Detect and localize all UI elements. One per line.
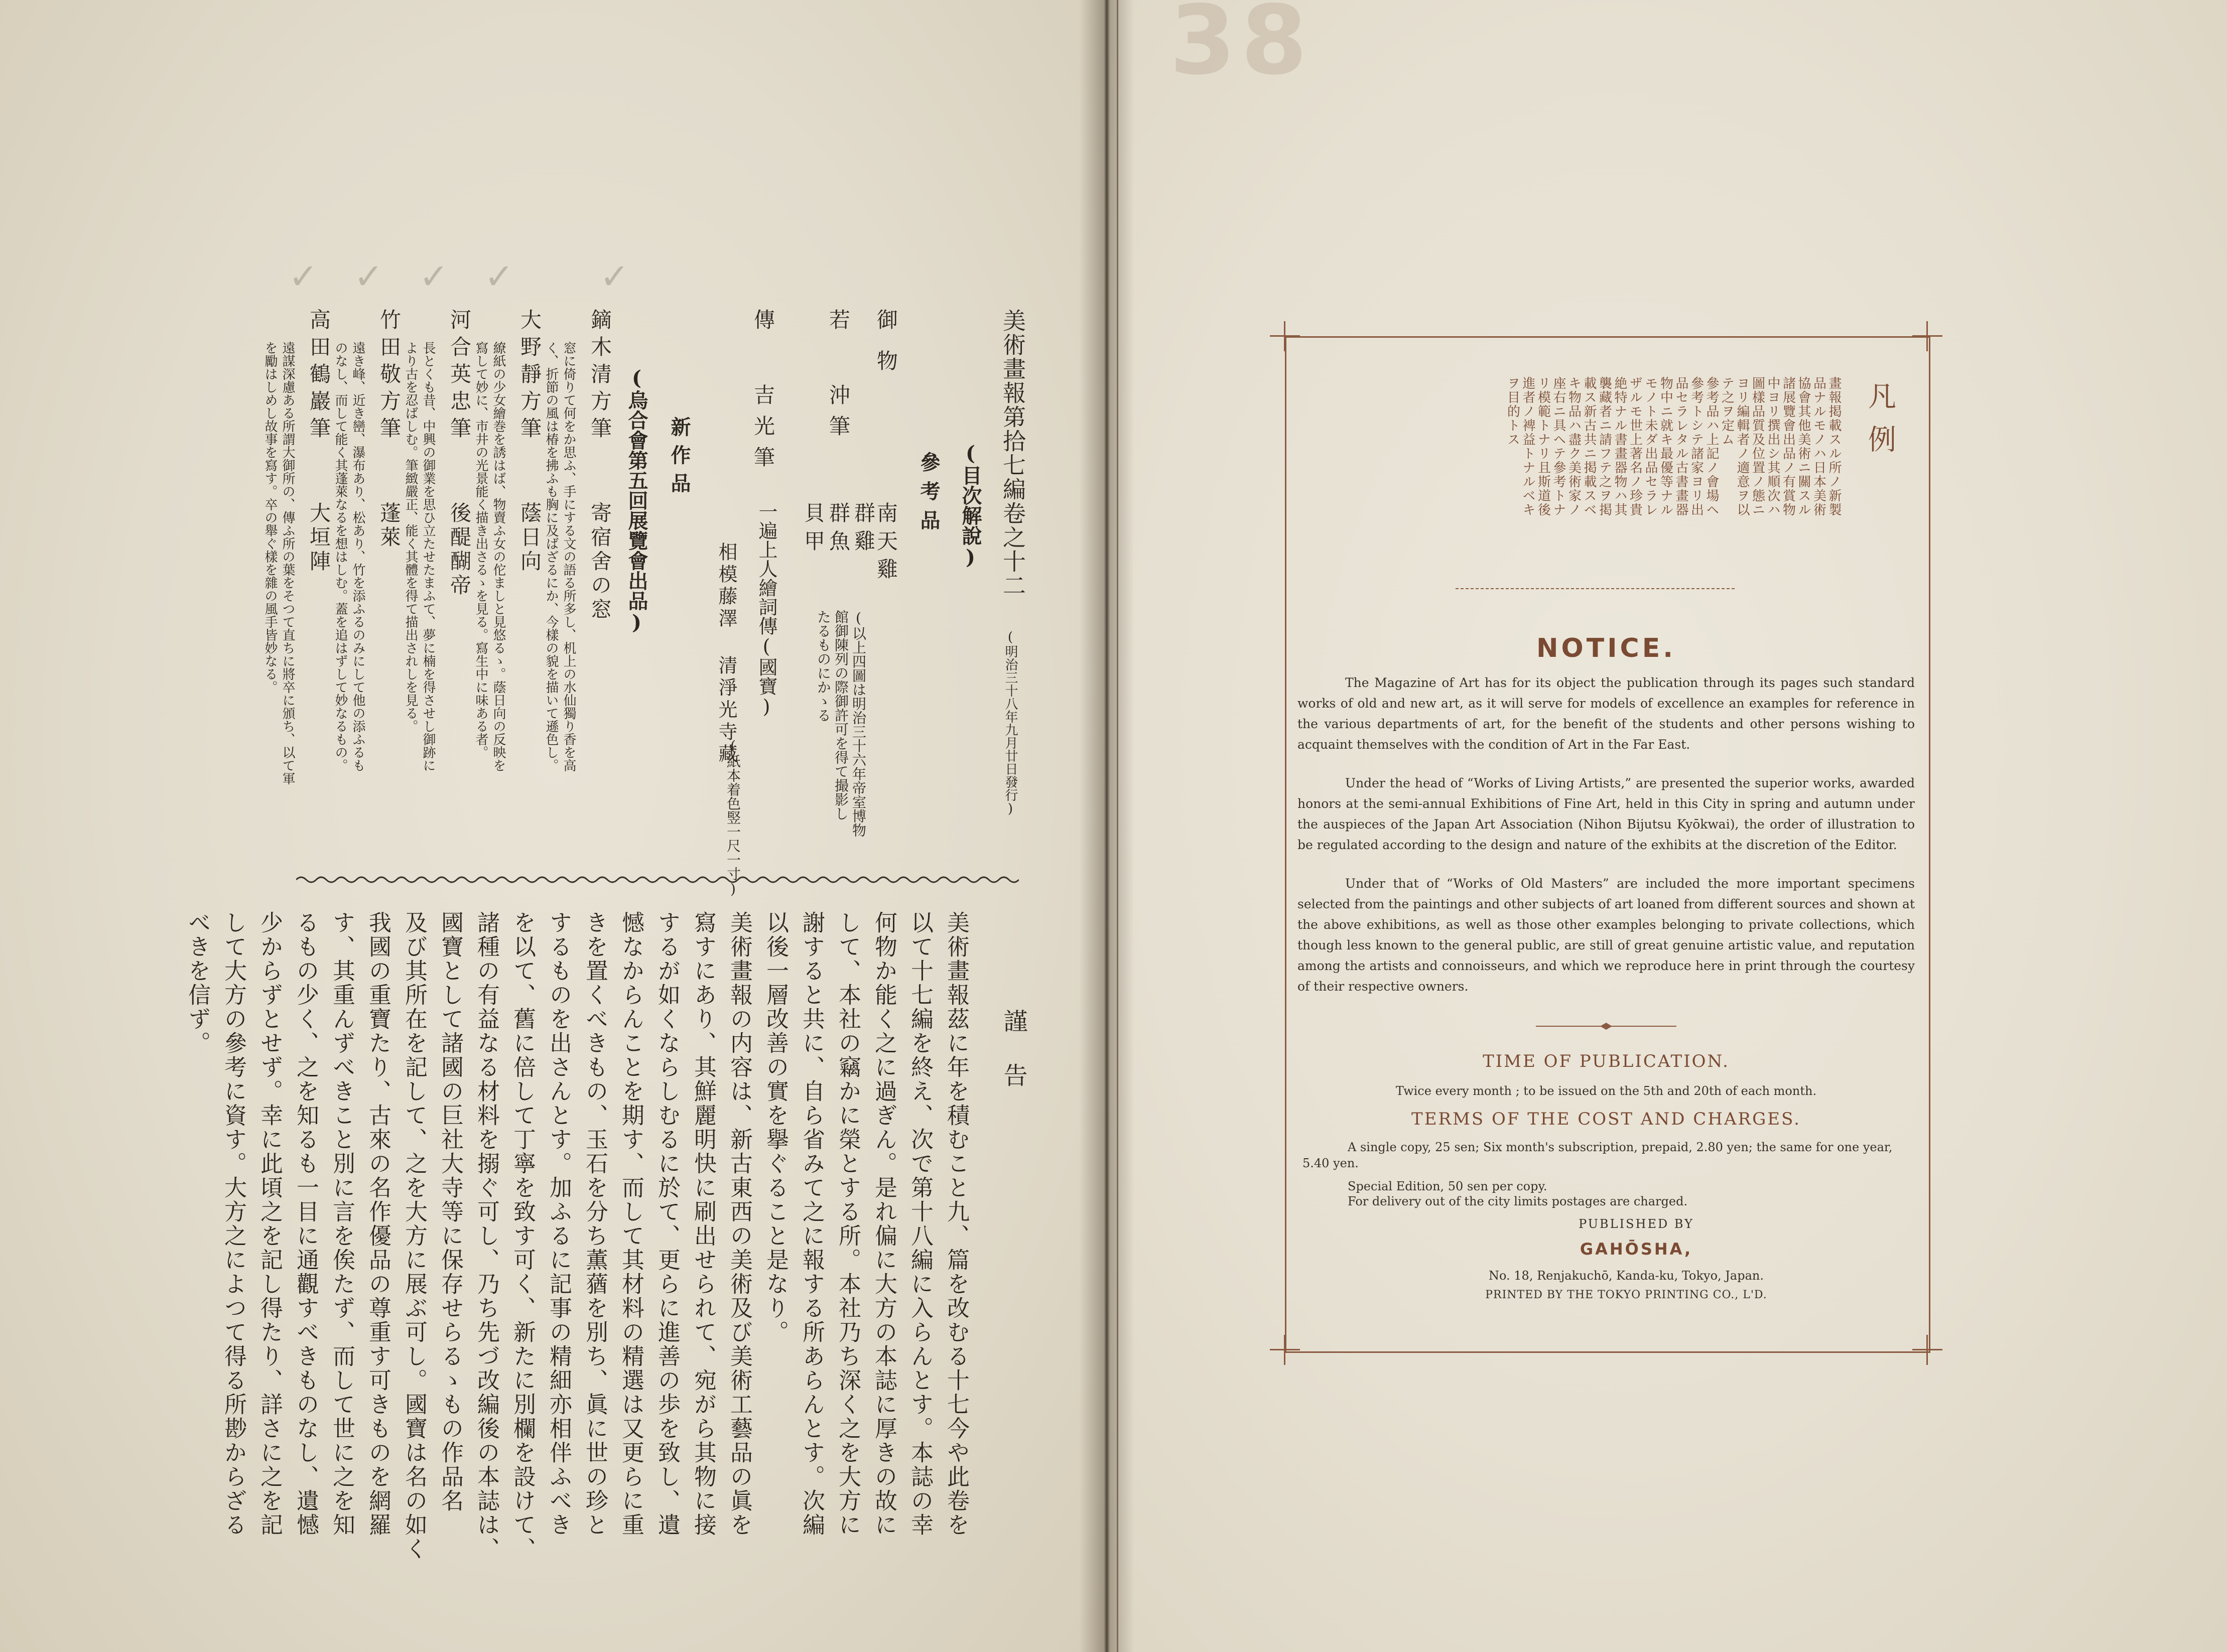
work-description: く、折節の風は椿を拂ふも胸に及ばざるにか、今樣の貌を描いて遜色し。 (544, 341, 559, 772)
hanrei-line: ヲ目的トス (1505, 376, 1520, 447)
notice-line: べきを信ず。 (184, 911, 211, 1055)
artist-surname: 若 (826, 309, 851, 330)
book-gutter (1079, 0, 1134, 1652)
hanrei-line: 進者ノ裨益トナルベキ (1520, 376, 1535, 517)
hanrei-title: 凡例 (1864, 381, 1896, 468)
hanrei-line: テ之ヲ定ム (1719, 376, 1735, 447)
hanrei-line: モノト未ダ出品セラレ (1643, 376, 1658, 517)
note-line: (以上四圖は明治三十六年帝室博物 (850, 610, 867, 837)
publisher-address: No. 18, Renjakuchō, Kanda-ku, Tokyo, Japan. (1489, 1269, 1764, 1283)
dotted-divider (1456, 588, 1737, 589)
work-title: 大垣陣 (307, 502, 331, 574)
publisher-name: GAHŌSHA, (1580, 1240, 1693, 1259)
hanrei-line: 品セラレタル古書畫器 (1673, 376, 1688, 517)
artist-name: 吉光筆 (751, 384, 775, 477)
notice-line: して、本社の竊かに榮とする所。本社乃ち深く之を大方に (835, 911, 861, 1537)
hanrei-line: 中ヨリ撰出シ其順次ハ (1765, 376, 1780, 517)
notice-line: するものを出さんとす。加ふるに記事の精細亦相伴ふべき (546, 911, 572, 1537)
hanrei-line: 參考トシテ諸家ヨリ出 (1688, 376, 1704, 517)
notice-line: 謝すると共に、自ら省みて之に報する所あらんとす。次編 (799, 911, 825, 1537)
hanrei-line: 協會其他美術ニ關スル (1796, 376, 1811, 517)
terms-text: A single copy, 25 sen; Six month's subscription, prepaid, 2.80 yen; the same for one year, 5.40 yen. (1302, 1140, 1893, 1170)
work-title: 蔭日向 (517, 502, 542, 574)
work-description: 遠謀深慮ある所謂大御所の、傳ふ所の葉をそつて直ちに將卒に頒ち、以て軍 (280, 341, 295, 785)
notice-line: 寫すにあり、其鮮麗明快に刷出せられて、宛がら其物に接 (690, 911, 717, 1537)
reference-heading: 參考品 (917, 452, 941, 539)
notice-line: 以て十七編を終え、次で第十八編に入らんとす。本誌の幸 (907, 911, 934, 1537)
hanrei-line: 品ナルモノハ日本美術 (1811, 376, 1826, 517)
imperial-collection-label: 御物 (874, 309, 898, 391)
notice-line: 及び其所在を記して、之を大方に展ぶ可し。國寶は名の如く (401, 911, 428, 1561)
work-description: 寫して妙に、市井の光景能く描き出さるゝを見る。寫生中に味ある者。 (473, 341, 488, 759)
frame-corner-ornament (1270, 1335, 1300, 1365)
hanrei-line: キ物品ハ盡ク美術家ノ (1566, 376, 1582, 517)
notice-title-en: NOTICE. (1536, 633, 1676, 663)
notice-line: るもの少く、之を知るも一目に通觀すべきものなし、遺憾 (293, 911, 319, 1537)
frame-corner-ornament (1270, 321, 1300, 351)
hanrei-line: 座右ニ具ヘテ參考トナ (1551, 376, 1566, 517)
artist-name: 鏑木清方筆 (588, 309, 612, 444)
contents-heading: (目次解說) (959, 442, 982, 569)
hanrei-line: 襲藏者ニ請フテ之ヲ掲 (1597, 376, 1612, 517)
page-stamp: 38 (1169, 0, 1313, 96)
artist-name: 竹田敬方筆 (377, 309, 402, 444)
artist-name: 高田鶴巖筆 (307, 309, 331, 444)
work-title: 寄宿舍の窓 (588, 502, 612, 622)
notice-paragraph: Under that of “Works of Old Masters” are included the more important specimens selected from the paintings and other subjects of art loaned from different sources and shown at the above exhibitions, as well as those other examples belonging to private collections, which though less known to the general public, are still of great genuine artistic value, and reputation among the artists and connoisseurs, and which we reproduce here in print through the courtesy of their respective owners. (1297, 876, 1915, 994)
notice-line: 以後一層改善の實を擧ぐること是なり。 (762, 911, 789, 1344)
work-title: 一遍上人繪詞傳(國寶) (755, 502, 777, 718)
work-title: 貝甲 (801, 502, 826, 558)
work-description: 遠き峰、近き巒、瀑布あり、松あり、竹を添ふるのみにして他の添ふるも (350, 341, 365, 772)
work-title: 群雞 (851, 502, 876, 558)
time-text: Twice every month ; to be issued on the 5th and 20th of each month. (1395, 1084, 1817, 1098)
notice-line: 美術畫報茲に年を積むこと九、篇を改むる十七今や此卷を (943, 911, 970, 1537)
work-title: 群魚 (826, 502, 851, 558)
work-description: を勵はしめし故事を寫す。卒の舉ぐ樣を雜の風手皆妙なる。 (263, 341, 278, 694)
hanrei-line: リ模範トナリ且斯道後 (1535, 376, 1551, 517)
check-mark-icon: ✓ (484, 256, 514, 297)
work-description: 長とくも昔、中興の御業を思ひ立たせたまふて、夢に楠を得させし御跡に (421, 341, 436, 772)
frame-corner-ornament (1912, 1335, 1942, 1365)
notice-line: 少からずとせず。幸に此頃之を記し得たり、詳さに之を記 (256, 911, 283, 1537)
hanrei-line: 參考品ハ上記ノ會場ヘ (1704, 376, 1719, 517)
work-title: 後醍醐帝 (447, 502, 472, 598)
artist-name: 沖筆 (826, 384, 851, 446)
work-description: より古を忍ばしむ。筆緻嚴正、能く其體を得て描出されしを見る。 (403, 341, 418, 733)
note-line: たるものにかゝる (815, 610, 832, 722)
notice-line: 諸種の有益なる材料を搦ぐ可し、乃ち先づ改編後の本誌は、 (473, 911, 500, 1561)
notice-line: きを置くべきもの、玉石を分ち薫蕕を別ち、眞に世の珍と (582, 911, 608, 1537)
work-description: 窓に倚りて何をか思ふ、手にする文の語る所多し、机上の水仙獨り香を高 (561, 341, 576, 772)
hanrei-line: ザルモ世上著名ノ珍貴 (1627, 376, 1643, 517)
hanrei-line: 載ス新古共ニ掲載スベ (1582, 376, 1597, 517)
check-mark-icon: ✓ (354, 256, 383, 297)
notice-paragraph: The Magazine of Art has for its object the publication through its pages such standard works of old and new art, as it will serve for models of excellence an examples for reference in the various departments of art, for the benefit of the students and other persons wishing to acquaint themselves with the condition of Art in the Far East. (1297, 675, 1915, 752)
owner: 相模藤澤 清淨光寺藏 (715, 542, 737, 766)
work-description: 繚紙の少女繪巻を誘はば、物賣ふ女の佗ましと見悠るゝ。蔭日向の反映を (491, 341, 506, 772)
printer-line: PRINTED BY THE TOKYO PRINTING CO., L'D. (1485, 1289, 1767, 1301)
terms-text: For delivery out of the city limits postages are charged. (1348, 1194, 1688, 1208)
notice-line: 美術畫報の内容は、新古東西の美術及び美術工藝品の眞を (726, 911, 753, 1537)
artist-name: 大野靜方筆 (517, 309, 542, 444)
published-by: PUBLISHED BY (1579, 1217, 1694, 1231)
attribution-label: 傳 (751, 309, 775, 330)
note-line: 館御陳列の際御許可を得て撮影し (833, 610, 849, 820)
work-title: 南天雞 (874, 502, 898, 586)
hanrei-line: ヨリ編輯者ノ適意ヲ以 (1735, 376, 1750, 517)
issue-date: (明治三十八年九月廿日發行) (1003, 630, 1018, 816)
hanrei-line: 圖樣品質及位置ノ態ニ (1750, 376, 1765, 517)
new-works-heading: 新作品 (668, 417, 691, 501)
hanrei-line: 諸展覽會出品ノ有賞物 (1780, 376, 1796, 517)
check-mark-icon: ✓ (600, 256, 629, 297)
magazine-title: 美術畫報第拾七編卷之十二 (999, 309, 1026, 598)
frame-corner-ornament (1912, 321, 1942, 351)
work-spec: (紙本着色竪一尺一寸) (725, 738, 741, 897)
notice-line: 何物か能く之に過ぎん。是れ偏に大方の本誌に厚きの故に (871, 911, 897, 1537)
ornament-divider (1536, 1021, 1676, 1031)
notice-paragraph: Under the head of “Works of Living Artists,” are presented the superior works, awarded honors at the semi-annual Exhibitions of Fine Art, held in this City in spring and autumn under the auspieces of the Japan Art Association (Nihon Bijutsu Kyōkwai), the order of illustration to be regulated according to the design and nature of the exhibits at the discretion of the Editor. (1297, 776, 1915, 852)
terms-heading: TERMS OF THE COST AND CHARGES. (1411, 1109, 1801, 1129)
work-description: のなし、而して能く其蓬萊なるを想はしむ。蓋を追はずして妙なるもの。 (333, 341, 348, 772)
terms-text: Special Edition, 50 sen per copy. (1348, 1179, 1547, 1193)
time-heading: TIME OF PUBLICATION. (1483, 1051, 1730, 1071)
work-title: 蓬萊 (377, 502, 402, 550)
hanrei-line: 畫報掲載スル所ノ新製 (1826, 376, 1842, 517)
exhibition-heading: (烏合會第五回展覽會出品) (625, 366, 648, 634)
notice-line: 我國の重寶たり、古來の名作優品の尊重す可きものを網羅 (365, 911, 391, 1537)
check-mark-icon: ✓ (419, 256, 449, 297)
hanrei-line: 絶特ナル書畫器物ハ其 (1612, 376, 1627, 517)
check-mark-icon: ✓ (289, 256, 318, 297)
notice-line: して大方の參考に資す。大方之によつて得る所尠からざる (220, 911, 247, 1537)
notice-line: す、其重んずべきこと別に言を俟たず、而して世に之を知 (329, 911, 355, 1537)
hanrei-line: 物中ニ就キ最優等ナル (1658, 376, 1673, 517)
wavy-divider (296, 872, 1019, 887)
notice-title: 謹告 (999, 1009, 1027, 1117)
notice-line: を以て、舊に倍して丁寧を致す可く、新たに別欄を設けて、 (509, 911, 536, 1561)
notice-line: 憾なからんことを期す、而して其材料の精選は又更らに重 (618, 911, 644, 1537)
notice-line: するが如くならしむるに於て、更らに進善の歩を致し、遺 (654, 911, 681, 1537)
artist-name: 河合英忠筆 (447, 309, 472, 444)
notice-line: 國寶として諸國の巨社大寺等に保存せらるゝもの作品名 (437, 911, 464, 1513)
